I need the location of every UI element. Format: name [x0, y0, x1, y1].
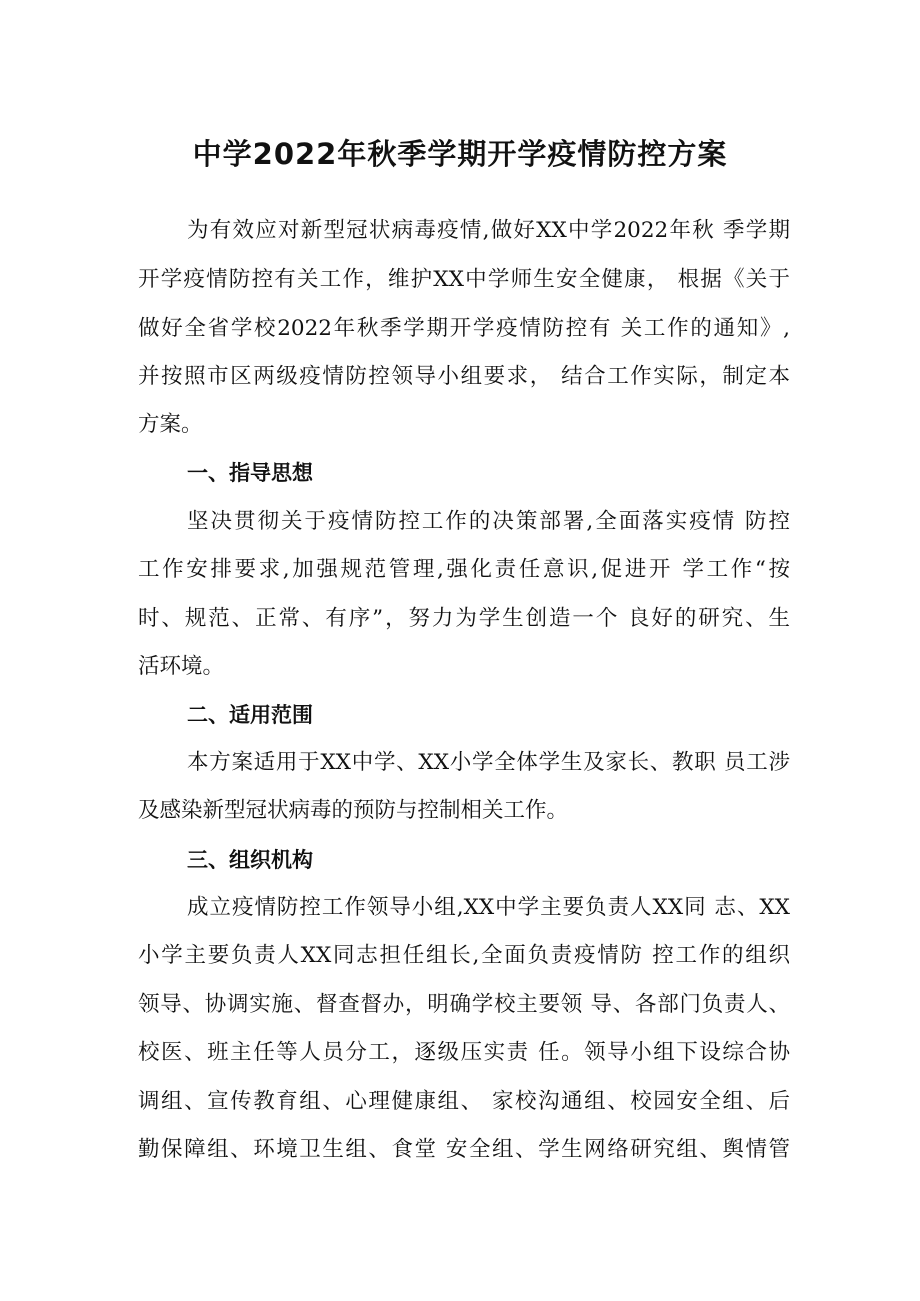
paragraph-line: 为有效应对新型冠状病毒疫情,做好XX中学2022年秋 季学期: [187, 218, 790, 243]
paragraph-line: 校医、班主任等人员分工，逐级压实责 任。领导小组下设综合协: [138, 1040, 790, 1065]
paragraph-line: 成立疫情防控工作领导小组,XX中学主要负责人XX同 志、XX: [187, 895, 790, 920]
paragraph-line: 开学疫情防控有关工作，维护XX中学师生安全健康， 根据《关于: [138, 267, 790, 292]
paragraph-line: 领导、协调实施、督查督办，明确学校主要领 导、各部门负责人、: [138, 992, 790, 1017]
paragraph-line: 坚决贯彻关于疫情防控工作的决策部署,全面落实疫情 防控: [187, 509, 790, 534]
section-heading: 一、指导思想: [187, 461, 313, 485]
paragraph-line: 方案。: [138, 412, 203, 437]
paragraph-line: 及感染新型冠状病毒的预防与控制相关工作。: [138, 798, 569, 823]
section-heading: 二、适用范围: [187, 703, 313, 727]
document-title: 中学2022年秋季学期开学疫情防控方案: [192, 137, 728, 171]
section-heading: 三、组织机构: [187, 848, 313, 872]
paragraph-line: 勤保障组、环境卫生组、食堂 安全组、学生网络研究组、舆情管: [138, 1137, 790, 1162]
paragraph-line: 并按照市区两级疫情防控领导小组要求， 结合工作实际，制定本: [138, 364, 790, 389]
paragraph-line: 小学主要负责人XX同志担任组长,全面负责疫情防 控工作的组织: [138, 943, 790, 968]
paragraph-line: 时、规范、正常、有序”，努力为学生创造一个 良好的研究、生: [138, 606, 790, 631]
paragraph-line: 调组、宣传教育组、心理健康组、 家校沟通组、校园安全组、后: [138, 1089, 790, 1114]
paragraph-line: 本方案适用于XX中学、XX小学全体学生及家长、教职 员工涉: [187, 750, 790, 775]
paragraph-line: 活环境。: [138, 654, 225, 679]
paragraph-line: 做好全省学校2022年秋季学期开学疫情防控有 关工作的通知》,: [138, 316, 790, 341]
paragraph-line: 工作安排要求,加强规范管理,强化责任意识,促进开 学工作“按: [138, 557, 790, 582]
